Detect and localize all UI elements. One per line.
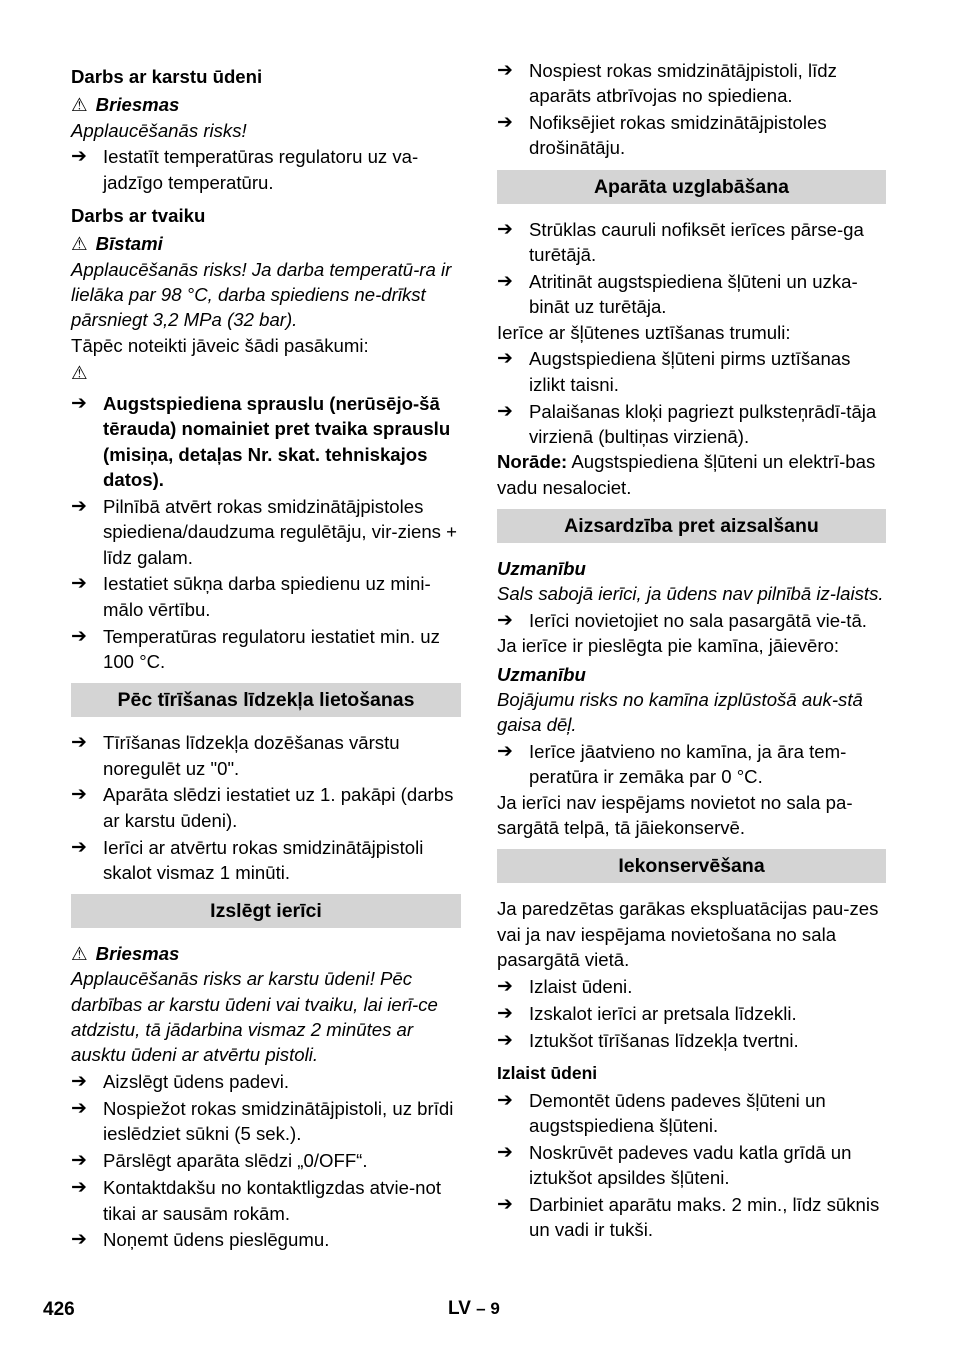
arrow-icon: ➔ [71, 573, 87, 595]
section-header-frost-protection: Aizsardzība pret aizsalšanu [497, 509, 886, 543]
list-item: ➔ Iestatīt temperatūras regulatoru uz va-jadzīgo temperatūru. [71, 146, 419, 193]
warning-danger: ⚠ Briesmas [71, 94, 180, 116]
list-item: ➔ Izlaist ūdeni. [497, 974, 886, 999]
list-item: ➔ Aparāta slēdzi iestatiet uz 1. pakāpi (darbs ar karstu ūdeni). [71, 784, 454, 831]
list-item: ➔ Aizslēgt ūdens padevi. [71, 1069, 461, 1094]
warning-text: Bojājumu risks no kamīna izplūstošā auk-stā gaisa dēļ. [497, 688, 863, 736]
heading-hot-water: Darbs ar karstu ūdeni [71, 66, 263, 87]
section-header-storage: Aparāta uzglabāšana [497, 170, 886, 204]
list-item: ➔ Kontaktdakšu no kontaktligzdas atvie-not tikai ar sausām rokām. [71, 1177, 441, 1224]
arrow-icon: ➔ [71, 1177, 87, 1199]
arrow-icon: ➔ [71, 1071, 87, 1093]
footer-language: LV – 9 [448, 1298, 500, 1319]
arrow-icon: ➔ [71, 625, 87, 647]
list-item: ➔ Nospiežot rokas smidzinātājpistoli, uz brīdi ieslēdziet sūkni (5 sek.). [71, 1098, 454, 1145]
arrow-icon: ➔ [71, 732, 87, 754]
right-column [497, 62, 886, 1243]
warning-icon: ⚠ [71, 943, 88, 965]
list-item: ➔ Augstspiediena šļūteni pirms uztīšanas izlikt taisni. [497, 348, 851, 395]
warning-text: Applaucēšanās risks ar karstu ūdeni! Pēc darbības ar karstu ūdeni vai tvaiku, lai ierī-ce atdzistu, tā jādarbina vismaz 2 minūtes ar ausktu ūdeni ar atvērtu pistoli. [71, 968, 438, 1066]
list-item: ➔ Darbiniet aparātu maks. 2 min., līdz sūknis un vadi ir tukši. [497, 1194, 880, 1241]
arrow-icon: ➔ [497, 112, 513, 134]
warning-danger: ⚠ Bīstami [71, 233, 163, 255]
arrow-icon: ➔ [71, 1098, 87, 1120]
arrow-icon: ➔ [71, 784, 87, 806]
list-item: ➔ Noņemt ūdens pieslēgumu. [71, 1227, 461, 1252]
warning-text: Applaucēšanās risks! Ja darba temperatū-ra ir lielāka par 98 °C, darba spiediens ne-drīkst pārsniegt 3,2 MPa (32 bar). [71, 258, 452, 331]
list-item: ➔ Pārslēgt aparāta slēdzi „0/OFF“. [71, 1148, 461, 1173]
warning-icon: ⚠ [71, 361, 88, 383]
list-item: ➔ Palaišanas kloķi pagriezt pulksteņrādī-tāja virzienā (bultiņas virzienā). [497, 400, 877, 447]
section-header-switch-off: Izslēgt ierīci [71, 894, 461, 928]
warning-icon: ⚠ [71, 233, 88, 255]
warning-danger: ⚠ Briesmas [71, 943, 180, 965]
arrow-icon: ➔ [497, 348, 513, 370]
arrow-icon: ➔ [497, 218, 513, 240]
arrow-icon: ➔ [497, 270, 513, 292]
list-item: ➔ Nospiest rokas smidzinātājpistoli, līdz aparāts atbrīvojas no spiediena. [497, 60, 837, 107]
arrow-icon: ➔ [71, 495, 87, 517]
page-number: 426 [43, 1299, 75, 1320]
arrow-icon: ➔ [497, 741, 513, 763]
left-column [71, 62, 461, 1253]
paragraph: Ja ierīce ir pieslēgta pie kamīna, jāievēro: [497, 635, 840, 657]
note-paragraph: Norāde: Augstspiediena šļūteni un elektrī-bas vadu nesalociet. [497, 451, 876, 498]
list-item: ➔ Pilnībā atvērt rokas smidzinātājpistoles spiediena/daudzuma regulētāju, vir-ziens + līdz galam. [71, 495, 458, 568]
list-item: ➔ Tīrīšanas līdzekļa dozēšanas vārstu noregulēt uz "0". [71, 732, 400, 779]
list-item: ➔ Noskrūvēt padeves vadu katla grīdā un iztukšot apsildes šļūteni. [497, 1141, 852, 1189]
arrow-icon: ➔ [71, 1229, 87, 1251]
arrow-icon: ➔ [497, 1029, 513, 1051]
list-item: ➔ Strūklas cauruli nofiksēt ierīces pārse-ga turētājā. [497, 218, 864, 266]
heading-steam: Darbs ar tvaiku [71, 205, 206, 227]
paragraph: Ja ierīci nav iespējams novietot no sala pa-sargātā telpā, tā jāiekonservē. [497, 791, 853, 838]
section-header-after-detergent: Pēc tīrīšanas līdzekļa lietošanas [71, 683, 461, 717]
list-item: ➔ Iztukšot tīrīšanas līdzekļa tvertni. [497, 1028, 886, 1053]
arrow-icon: ➔ [497, 60, 513, 81]
arrow-icon: ➔ [71, 836, 87, 858]
arrow-icon: ➔ [71, 1150, 87, 1172]
arrow-icon: ➔ [497, 975, 513, 997]
list-item: ➔ Temperatūras regulatoru iestatiet min. uz 100 °C. [71, 625, 440, 672]
list-item: ➔ Demontēt ūdens padeves šļūteni un augstspiediena šļūteni. [497, 1089, 826, 1137]
warning-caution: Uzmanību [497, 663, 586, 685]
list-item: ➔ Ierīci ar atvērtu rokas smidzinātājpistoli skalot vismaz 1 minūti. [71, 836, 424, 883]
arrow-icon: ➔ [497, 1194, 513, 1216]
warning-caution: Uzmanību [497, 557, 586, 579]
list-item: ➔ Atritināt augstspiediena šļūteni un uzka-bināt uz turētāja. [497, 270, 858, 318]
arrow-icon: ➔ [497, 1141, 513, 1163]
section-header-preservation: Iekonservēšana [497, 849, 886, 883]
warning-text: Applaucēšanās risks! [71, 119, 247, 141]
paragraph: Tāpēc noteikti jāveic šādi pasākumi: [71, 334, 369, 356]
note-label: Norāde: [497, 451, 568, 473]
arrow-icon: ➔ [497, 610, 513, 632]
warning-text: Sals sabojā ierīci, ja ūdens nav pilnībā iz-laists. [497, 583, 884, 605]
list-item: ➔ Iestatiet sūkņa darba spiedienu uz mini-mālo vērtību. [71, 573, 431, 620]
list-item: ➔ Ierīce jāatvieno no kamīna, ja āra tem-peratūra ir zemāka par 0 °C. [497, 741, 847, 788]
paragraph: Ja paredzētas garākas ekspluatācijas pau-zes vai ja nav iespējama novietošana no sala pasargātā vietā. [497, 898, 879, 970]
arrow-icon: ➔ [71, 146, 87, 168]
arrow-icon: ➔ [497, 400, 513, 422]
list-item: ➔ Izskalot ierīci ar pretsala līdzekli. [497, 1001, 886, 1026]
arrow-icon: ➔ [497, 1089, 513, 1111]
arrow-icon: ➔ [71, 393, 87, 415]
list-item: ➔ Ierīci novietojiet no sala pasargātā vie-tā. [497, 608, 886, 633]
list-item: ➔ Nofiksējiet rokas smidzinātājpistoles drošinātāju. [497, 112, 827, 159]
warning-icon: ⚠ [71, 94, 88, 116]
paragraph: Ierīce ar šļūtenes uztīšanas trumuli: [497, 321, 791, 343]
list-item: ➔ Augstspiediena sprauslu (nerūsējo-šā tērauda) nomainiet pret tvaika sprauslu (misiņa, detaļas Nr. skat. tehniskajos datos). [71, 393, 451, 491]
heading-drain-water: Izlaist ūdeni [497, 1062, 598, 1083]
arrow-icon: ➔ [497, 1002, 513, 1024]
